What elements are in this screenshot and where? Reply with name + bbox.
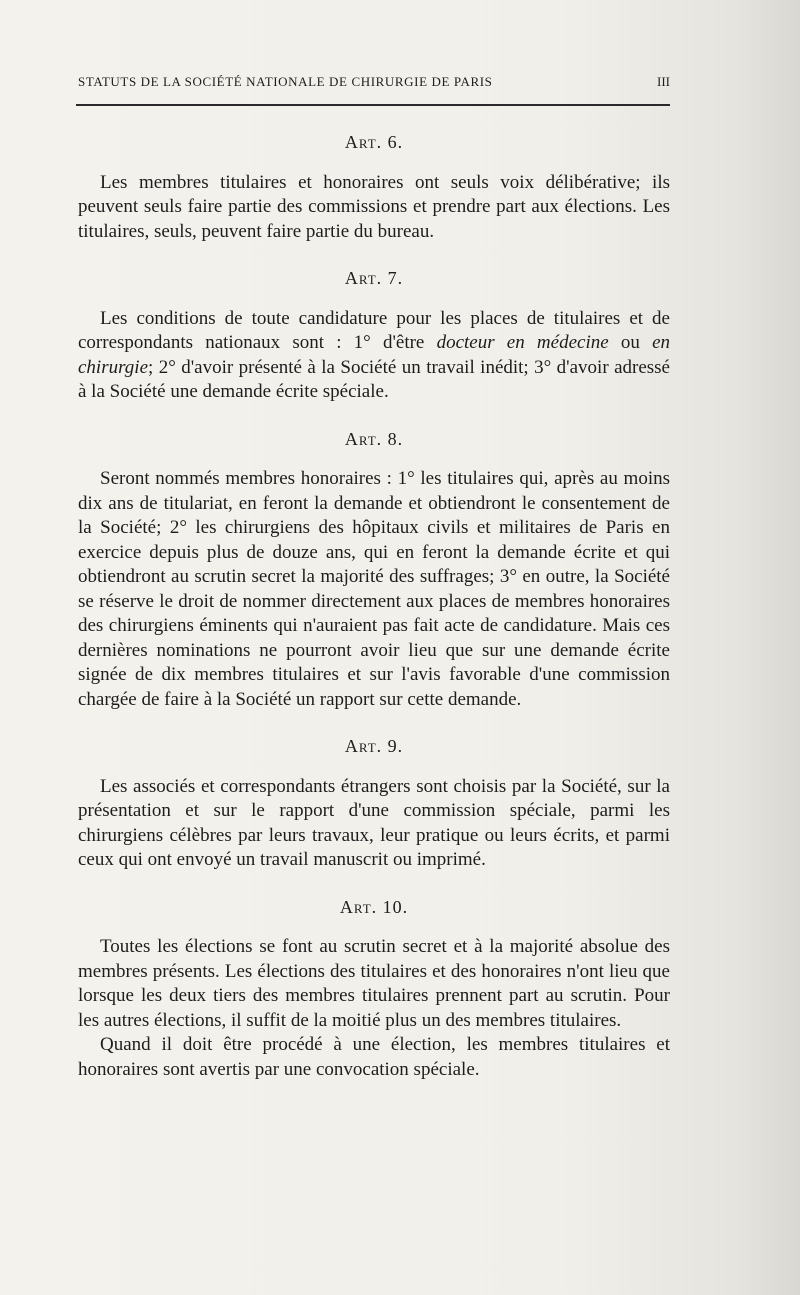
article-heading: Art. 7.	[344, 268, 404, 288]
italic-run: docteur en médecine	[436, 332, 609, 353]
paragraph: Toutes les élections se font au scrutin secret et à la majorité absolue des membres présents. Les élections des titulaires et des honoraires n'ont lieu que lorsque les deux tiers des membres titulaires prennent part au scrutin. Pour les autres élections, il suffit de la moitié plus un des membres titulaires.	[78, 936, 670, 1031]
page-body	[78, 130, 670, 1082]
text-run: Les conditions de toute candidature pour les places de titulaires et de correspondants nationaux sont : 1° d'être	[78, 307, 670, 353]
paragraph: Seront nommés membres honoraires : 1° les titulaires qui, après au moins dix ans de titulariat, en feront la demande et obtiendront le consentement de la Société; 2° les chirurgiens des hôpitaux civils et militaires de Paris en exercice depuis plus de douze ans, qui en feront la demande écrite et qui obtiendront au scrutin secret la majorité des suffrages; 3° en outre, la Société se réserve le droit de nommer directement aux places de membres honoraires des chirurgiens éminents qui n'auraient pas fait acte de candidature. Mais ces dernières nominations ne pourront avoir lieu que sur une demande écrite signée de dix membres titulaires et sur l'avis favorable d'une commission chargée de faire à la Société un rapport sur cette demande.	[78, 468, 670, 710]
text-run: ; 2° d'avoir présenté à la Société un travail inédit; 3° d'avoir adressé à la Société une demande écrite spéciale.	[78, 356, 670, 402]
article-10	[78, 895, 670, 1083]
paragraph	[78, 307, 670, 405]
running-title: STATUTS DE LA SOCIÉTÉ NATIONALE DE CHIRURGIE DE PARIS	[78, 74, 493, 89]
article-heading: Art. 10.	[339, 896, 409, 917]
running-header	[78, 74, 670, 90]
article-7	[78, 266, 670, 405]
paragraph: Quand il doit être procédé à une élection, les membres titulaires et honoraires sont avertis par une convocation spéciale.	[78, 1034, 670, 1080]
article-9	[78, 734, 670, 873]
article-6	[78, 130, 670, 244]
article-8	[78, 427, 670, 713]
paragraph: Les associés et correspondants étrangers sont choisis par la Société, sur la présentation et sur le rapport d'une commission spéciale, parmi les chirurgiens célèbres par leurs travaux, leur pratique ou leurs écrits, et parmi ceux qui ont envoyé un travail manuscrit ou imprimé.	[78, 775, 670, 870]
article-heading: Art. 8.	[344, 428, 404, 449]
paragraph: Les membres titulaires et honoraires ont seuls voix délibérative; ils peuvent seuls faire partie des commissions et prendre part aux élections. Les titulaires, seuls, peuvent faire partie du bureau.	[78, 171, 670, 242]
article-heading: Art. 6.	[344, 132, 404, 152]
page-number: III	[657, 74, 670, 89]
text-run: ou	[608, 332, 653, 353]
article-heading: Art. 9.	[344, 736, 404, 756]
italic-run: en chirurgie	[78, 332, 670, 378]
header-rule	[76, 104, 670, 106]
